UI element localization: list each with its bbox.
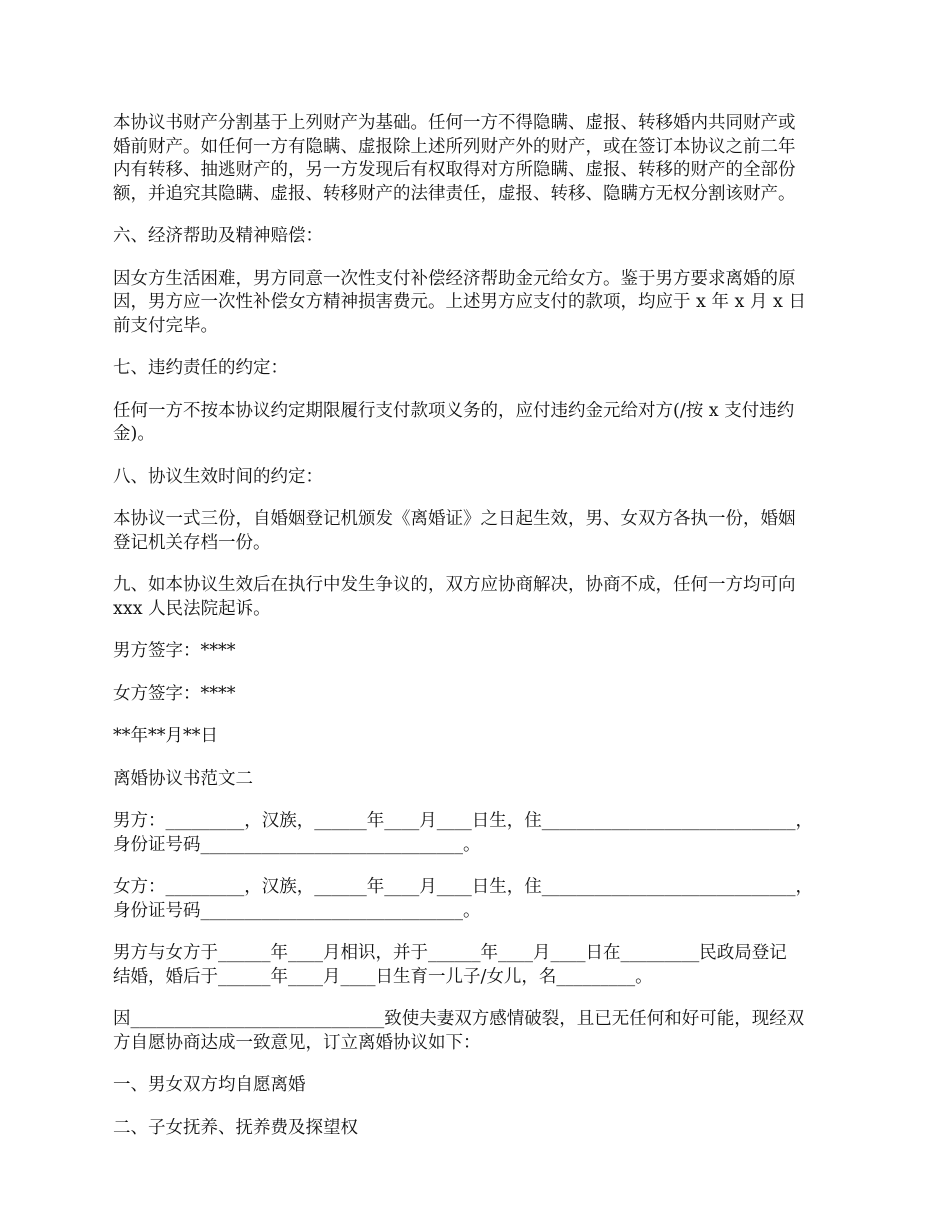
text-line: 二、子女抚养、抚养费及探望权: [113, 1117, 358, 1138]
text-line: 婚前财产。如任何一方有隐瞒、虚报除上述所列财产外的财产，或在签订本协议之前二年: [113, 136, 796, 157]
paragraph: [113, 640, 843, 664]
text-line: 身份证号码______________________________。: [113, 834, 481, 855]
paragraph: [113, 810, 843, 857]
text-line: 九、如本协议生效后在执行中发生争议的，双方应协商解决，协商不成，任何一方均可向: [113, 575, 796, 595]
text-line: 女方签字：****: [113, 683, 236, 704]
text-line: 本协议一式三份，自婚姻登记机颁发《离婚证》之日起生效，男、女双方各执一份，婚姻: [113, 509, 796, 529]
paragraph: [113, 225, 843, 249]
text-line: 方自愿协商达成一致意见，订立离婚协议如下：: [113, 1032, 481, 1053]
paragraph: [113, 466, 843, 490]
text-line: 登记机关存档一份。: [113, 532, 271, 553]
text-line: xxx 人民法院起诉。: [113, 598, 271, 619]
document-body: [113, 112, 843, 1159]
paragraph: [113, 112, 843, 206]
text-line: 男方与女方于______年____月相识，并于______年____月____日在_________民政局登记: [113, 943, 787, 963]
text-line: 离婚协议书范文二: [113, 768, 253, 789]
text-line: 男方签字：****: [113, 641, 236, 661]
text-line: 因，男方应一次性补偿女方精神损害费元。上述男方应支付的款项，均应于 x 年 x 月 x 日: [113, 292, 806, 312]
paragraph: [113, 725, 843, 749]
text-line: **年**月**日: [113, 726, 218, 746]
text-line: 任何一方不按本协议约定期限履行支付款项义务的，应付违约金元给对方(/按 x 支付违约: [113, 400, 795, 421]
text-line: 六、经济帮助及精神赔偿：: [113, 226, 323, 246]
paragraph: [113, 1074, 843, 1098]
text-line: 本协议书财产分割基于上列财产为基础。任何一方不得隐瞒、虚报、转移婚内共同财产或: [113, 113, 796, 133]
paragraph: [113, 876, 843, 923]
text-line: 内有转移、抽逃财产的，另一方发现后有权取得对方所隐瞒、虚报、转移的财产的全部份: [113, 160, 796, 180]
text-line: 八、协议生效时间的约定：: [113, 466, 323, 487]
text-line: 结婚，婚后于______年____月____日生育一儿子/女儿，名_________。: [113, 966, 653, 987]
text-line: 身份证号码______________________________。: [113, 900, 481, 921]
paragraph: [113, 357, 843, 381]
text-line: 女方：_________，汉族，______年____月____日生，住_____________________________，: [113, 877, 813, 897]
text-line: 男方：_________，汉族，______年____月____日生，住_____________________________，: [113, 811, 813, 831]
paragraph: [113, 268, 843, 339]
paragraph: [113, 1117, 843, 1141]
paragraph: [113, 683, 843, 707]
text-line: 金)。: [113, 424, 155, 444]
text-line: 前支付完毕。: [113, 315, 218, 336]
paragraph: [113, 400, 843, 447]
paragraph: [113, 942, 843, 989]
paragraph: [113, 768, 843, 792]
text-line: 一、男女双方均自愿离婚: [113, 1075, 306, 1095]
paragraph: [113, 574, 843, 621]
text-line: 因_____________________________致使夫妻双方感情破裂，且已无任何和好可能，现经双: [113, 1009, 805, 1029]
text-line: 七、违约责任的约定：: [113, 358, 288, 378]
text-line: 额，并追究其隐瞒、虚报、转移财产的法律责任，虚报、转移、隐瞒方无权分割该财产。: [113, 183, 796, 204]
paragraph: [113, 508, 843, 555]
text-line: 因女方生活困难，男方同意一次性支付补偿经济帮助金元给女方。鉴于男方要求离婚的原: [113, 268, 796, 289]
paragraph: [113, 1008, 843, 1055]
